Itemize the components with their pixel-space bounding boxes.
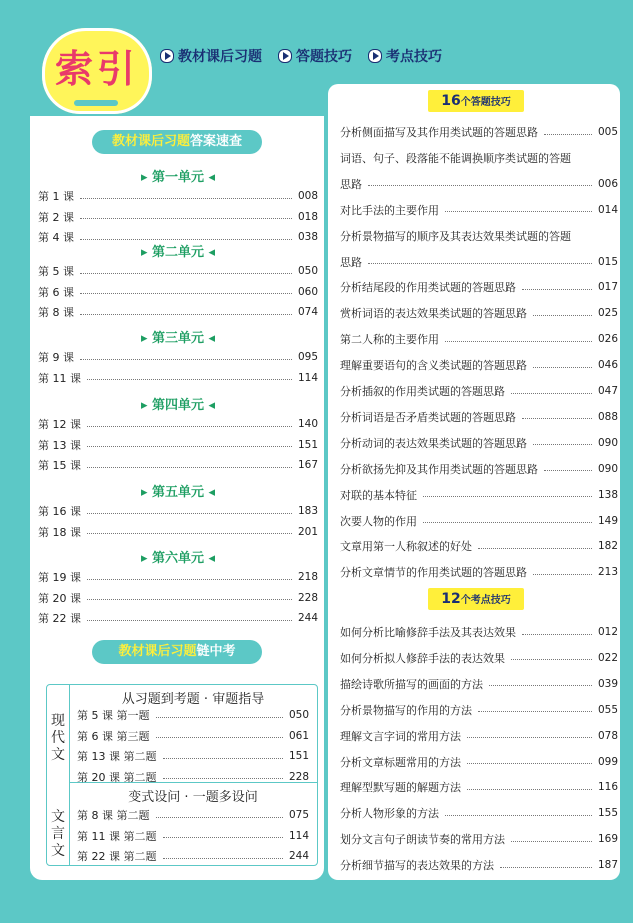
leader-dots [156, 817, 283, 818]
skill-row[interactable] [340, 487, 618, 503]
page-number: 026 [597, 333, 618, 346]
entry-label: 如何分析比喻修辞手法及其表达效果 [340, 626, 516, 639]
entry-label: 对联的基本特征 [340, 488, 417, 502]
point-row[interactable] [340, 754, 618, 770]
entry-label: 第 9 课 [38, 351, 74, 364]
leader-dots [87, 379, 292, 380]
lesson-row[interactable] [38, 457, 318, 473]
play-icon [160, 49, 174, 63]
page-number: 140 [297, 418, 318, 430]
entry-label: 理解文言字词的常用方法 [340, 729, 461, 743]
entry-label: 第 5 课 [38, 265, 74, 278]
leader-dots [80, 293, 292, 294]
leader-dots [445, 211, 592, 212]
leader-dots [87, 533, 292, 534]
entry-label: 第 8 课 [38, 306, 74, 319]
page-number: 039 [597, 677, 618, 690]
skill-row[interactable] [340, 383, 618, 399]
exam-link-row[interactable] [77, 828, 309, 844]
entry-label: 第二人称的主要作用 [340, 333, 439, 347]
lesson-row[interactable] [38, 263, 318, 279]
leader-dots [87, 467, 292, 468]
page-number: 025 [597, 307, 618, 320]
page-number: 055 [597, 703, 618, 716]
page-number: 169 [597, 833, 618, 846]
lesson-row[interactable] [38, 370, 318, 386]
entry-label: 如何分析拟人修辞手法的表达效果 [340, 651, 505, 665]
entry-label: 文章用第一人称叙述的好处 [340, 540, 472, 554]
skill-row[interactable] [340, 461, 618, 477]
page-number: 005 [597, 126, 618, 138]
lesson-row[interactable] [38, 503, 318, 519]
page-number: 008 [297, 190, 318, 202]
entry-label: 赏析词语的表达效果类试题的答题思路 [340, 307, 527, 321]
page-number: 088 [597, 410, 618, 423]
leader-dots [467, 789, 592, 790]
skill-row[interactable] [340, 202, 618, 218]
play-icon [278, 49, 292, 63]
point-row[interactable] [340, 779, 618, 795]
lesson-row[interactable] [38, 569, 318, 585]
unit-heading: ▸ 第四单元 ◂ [140, 398, 216, 413]
unit-heading: ▸ 第六单元 ◂ [140, 551, 216, 566]
lesson-row[interactable] [38, 416, 318, 432]
leader-dots [533, 444, 592, 445]
page-number: 047 [597, 385, 618, 397]
exam-link-row[interactable] [77, 848, 309, 864]
page-number: 149 [597, 514, 618, 527]
entry-label: 第 1 课 [38, 190, 74, 203]
entry-label: 分析文章情节的作用类试题的答题思路 [340, 566, 527, 580]
unit-heading: ▸ 第三单元 ◂ [140, 331, 216, 346]
leader-dots [445, 341, 592, 342]
entry-label: 分析侧面描写及其作用类试题的答题思路 [340, 126, 538, 139]
classical-title: 变式设问 · 一题多设问 [128, 790, 258, 805]
entry-label: 第 2 课 [38, 210, 74, 224]
skill-row[interactable] [340, 150, 618, 166]
entry-label: 分析景物描写的顺序及其表达效果类试题的答题 [340, 229, 571, 243]
lesson-row[interactable] [38, 610, 318, 626]
leader-dots [500, 867, 592, 868]
leader-dots [80, 198, 292, 199]
page-number: 095 [297, 351, 318, 363]
exam-link-row[interactable] [77, 728, 309, 744]
point-row[interactable] [340, 857, 618, 873]
leader-dots [87, 426, 292, 427]
page-number: 155 [597, 807, 618, 820]
leader-dots [368, 263, 592, 264]
header-tabs [160, 46, 442, 66]
skill-row[interactable] [340, 305, 618, 321]
leader-dots [522, 418, 592, 419]
entry-label: 思路 [340, 177, 362, 191]
skill-row[interactable] [340, 564, 618, 580]
lesson-row[interactable] [38, 284, 318, 300]
unit-heading: ▸ 第一单元 ◂ [140, 170, 216, 185]
entry-label: 分析景物描写的作用的方法 [340, 703, 472, 717]
skill-row[interactable] [340, 538, 618, 554]
leader-dots [87, 599, 292, 600]
leader-dots [467, 763, 592, 764]
exam-link-box [46, 684, 318, 866]
exam-link-section-title: 教材课后习题链中考 [92, 640, 262, 664]
leader-dots [87, 579, 292, 580]
lesson-row[interactable] [38, 524, 318, 540]
page-number: 116 [597, 781, 618, 794]
exam-link-row[interactable] [77, 807, 309, 823]
header-tab[interactable]: 教材课后习题 [160, 46, 262, 66]
leader-dots [533, 367, 592, 368]
leader-dots [87, 446, 292, 447]
bulb-base [74, 100, 118, 106]
entry-label: 第 6 课 [38, 285, 74, 299]
skill-row[interactable] [340, 228, 618, 244]
skill-row[interactable] [340, 331, 618, 347]
entry-label: 分析欲扬先抑及其作用类试题的答题思路 [340, 462, 538, 476]
entry-label: 第 11 课 [38, 371, 81, 385]
entry-label: 第 19 课 [38, 571, 81, 584]
point-row[interactable] [340, 702, 618, 718]
leader-dots [80, 314, 292, 315]
leader-dots [368, 185, 592, 186]
page-number: 114 [288, 829, 309, 842]
leader-dots [163, 858, 283, 859]
leader-dots [156, 737, 283, 738]
unit-heading: ▸ 第二单元 ◂ [140, 245, 216, 260]
skill-row[interactable] [340, 279, 618, 295]
page-number: 228 [288, 770, 309, 783]
entry-label: 第 15 课 [38, 459, 81, 472]
exam-link-row[interactable] [77, 707, 309, 723]
leader-dots [533, 574, 592, 575]
entry-label: 描绘诗歌所描写的画面的方法 [340, 677, 483, 691]
leader-dots [544, 470, 592, 471]
entry-label: 第 5 课 第一题 [77, 709, 150, 722]
skill-row[interactable] [340, 409, 618, 425]
modern-label: 现代文 [51, 713, 65, 763]
leader-dots [511, 659, 592, 660]
entry-label: 分析细节描写的表达效果的方法 [340, 859, 494, 873]
leader-dots [522, 289, 592, 290]
page-title: 索引 [54, 47, 139, 91]
leader-dots [163, 758, 283, 759]
lesson-row[interactable] [38, 209, 318, 225]
entry-label: 理解重要语句的含义类试题的答题思路 [340, 359, 527, 373]
entry-label: 第 20 课 第二题 [77, 770, 157, 784]
entry-label: 第 20 课 [38, 591, 81, 605]
page-number: 138 [597, 488, 618, 501]
modern-title: 从习题到考题 · 审题指导 [121, 692, 265, 707]
entry-label: 词语、句子、段落能不能调换顺序类试题的答题 [340, 151, 571, 165]
leader-dots [80, 239, 292, 240]
page-number: 017 [597, 281, 618, 294]
entry-label: 第 13 课 [38, 438, 81, 452]
entry-label: 第 18 课 [38, 525, 81, 539]
entry-label: 分析词语是否矛盾类试题的答题思路 [340, 410, 516, 424]
entry-label: 分析动词的表达效果类试题的答题思路 [340, 436, 527, 450]
play-icon [368, 49, 382, 63]
points-heading: 12个考点技巧 [428, 588, 524, 610]
entry-label: 思路 [340, 255, 362, 269]
page-number: 090 [597, 436, 618, 449]
entry-label: 对比手法的主要作用 [340, 203, 439, 217]
leader-dots [87, 513, 292, 514]
page-number: 060 [297, 285, 318, 298]
page-number: 018 [297, 210, 318, 223]
entry-label: 第 8 课 第二题 [77, 809, 150, 822]
leader-dots [423, 496, 592, 497]
page-number: 213 [597, 566, 618, 579]
page-number: 022 [597, 651, 618, 664]
page-number: 006 [597, 177, 618, 190]
answers-section-title: 教材课后习题答案速查 [92, 130, 262, 154]
entry-label: 分析文章标题常用的方法 [340, 755, 461, 769]
leader-dots [478, 711, 592, 712]
unit-heading: ▸ 第五单元 ◂ [140, 485, 216, 500]
skill-row[interactable] [340, 124, 618, 140]
page-number: 038 [297, 231, 318, 243]
point-row[interactable] [340, 831, 618, 847]
page-number: 187 [597, 859, 618, 872]
leader-dots [87, 620, 292, 621]
page-number: 015 [597, 255, 618, 268]
entry-label: 划分文言句子朗读节奏的常用方法 [340, 833, 505, 847]
entry-label: 分析插叙的作用类试题的答题思路 [340, 385, 505, 398]
page-number: 244 [297, 612, 318, 624]
page-number: 061 [288, 729, 309, 742]
page-number: 050 [297, 265, 318, 277]
skill-row[interactable] [340, 176, 618, 192]
lesson-row[interactable] [38, 188, 318, 204]
page-number: 167 [297, 459, 318, 471]
entry-label: 第 13 课 第二题 [77, 750, 157, 763]
page-number: 090 [597, 462, 618, 475]
leader-dots [511, 393, 592, 394]
page-number: 151 [297, 438, 318, 451]
lesson-row[interactable] [38, 590, 318, 606]
page-number: 228 [297, 591, 318, 604]
point-row[interactable] [340, 676, 618, 692]
point-row[interactable] [340, 805, 618, 821]
skill-row[interactable] [340, 254, 618, 270]
exam-link-row[interactable] [77, 748, 309, 764]
classical-label: 文言文 [51, 809, 65, 859]
page-number: 183 [297, 505, 318, 517]
entry-label: 次要人物的作用 [340, 514, 417, 528]
point-row[interactable] [340, 650, 618, 666]
leader-dots [80, 359, 292, 360]
skill-row[interactable] [340, 513, 618, 529]
lesson-row[interactable] [38, 349, 318, 365]
header-tab[interactable]: 答题技巧 [278, 46, 352, 66]
leader-dots [423, 522, 592, 523]
page-number: 075 [288, 809, 309, 821]
leader-dots [467, 737, 592, 738]
exam-link-row[interactable] [77, 769, 309, 785]
box-divider [69, 685, 70, 865]
page-number: 201 [297, 525, 318, 538]
entry-label: 分析人物形象的方法 [340, 807, 439, 821]
page-number: 046 [597, 359, 618, 372]
entry-label: 第 16 课 [38, 505, 81, 518]
page-number: 244 [288, 850, 309, 862]
leader-dots [163, 837, 283, 838]
page-number: 050 [288, 709, 309, 721]
leader-dots [445, 815, 592, 816]
skill-row[interactable] [340, 357, 618, 373]
page-number: 012 [597, 626, 618, 638]
skills-heading: 16个答题技巧 [428, 90, 524, 112]
leader-dots [478, 548, 592, 549]
entry-label: 第 4 课 [38, 231, 74, 244]
page-number: 218 [297, 571, 318, 583]
entry-label: 分析结尾段的作用类试题的答题思路 [340, 281, 516, 295]
skill-row[interactable] [340, 435, 618, 451]
lesson-row[interactable] [38, 304, 318, 320]
page-number: 151 [288, 750, 309, 762]
page-number: 074 [297, 306, 318, 318]
page-number: 014 [597, 203, 618, 216]
point-row[interactable] [340, 624, 618, 640]
entry-label: 第 22 课 第二题 [77, 850, 157, 863]
leader-dots [80, 273, 292, 274]
entry-label: 第 6 课 第三题 [77, 729, 150, 743]
leader-dots [163, 778, 283, 779]
entry-label: 理解型默写题的解题方法 [340, 781, 461, 795]
leader-dots [156, 717, 283, 718]
entry-label: 第 22 课 [38, 612, 81, 625]
page-number: 078 [597, 729, 618, 742]
leader-dots [544, 134, 592, 135]
leader-dots [511, 841, 592, 842]
leader-dots [489, 685, 592, 686]
page-number: 182 [597, 540, 618, 553]
point-row[interactable] [340, 728, 618, 744]
entry-label: 第 11 课 第二题 [77, 829, 157, 843]
page-number: 114 [297, 371, 318, 384]
header-tab[interactable]: 考点技巧 [368, 46, 442, 66]
page-number: 099 [597, 755, 618, 768]
entry-label: 第 12 课 [38, 418, 81, 431]
leader-dots [80, 218, 292, 219]
lesson-row[interactable] [38, 437, 318, 453]
leader-dots [522, 634, 592, 635]
leader-dots [533, 315, 592, 316]
